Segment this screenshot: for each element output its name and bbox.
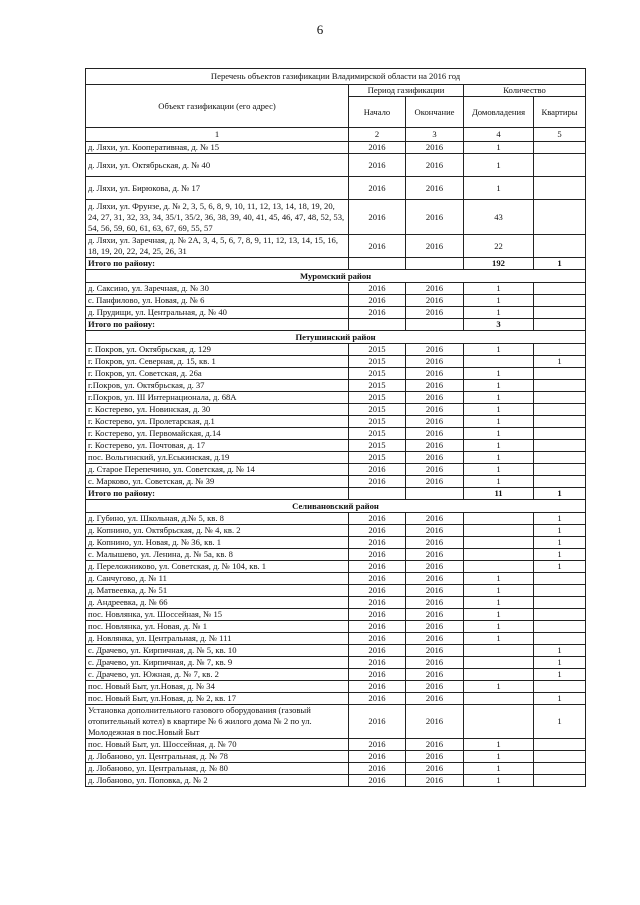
table-row	[86, 621, 586, 633]
end-year: 2016	[406, 751, 464, 763]
table-row	[86, 295, 586, 307]
start-year: 2016	[349, 142, 406, 154]
start-year: 2016	[349, 549, 406, 561]
apartments-count	[534, 585, 586, 597]
end-year: 2016	[406, 476, 464, 488]
start-year: 2016	[349, 693, 406, 705]
apartments-count	[534, 763, 586, 775]
total-label: Итого по району:	[86, 258, 349, 270]
households-count: 1	[464, 621, 534, 633]
object-address: д. Новлянка, ул. Центральная, д. № 111	[86, 633, 349, 645]
table-row	[86, 344, 586, 356]
table-row	[86, 763, 586, 775]
households-count	[464, 705, 534, 739]
end-year: 2016	[406, 392, 464, 404]
end-year: 2016	[406, 645, 464, 657]
index-cell: 1	[86, 128, 349, 142]
end-year: 2016	[406, 200, 464, 235]
start-year: 2015	[349, 404, 406, 416]
table-row	[86, 585, 586, 597]
households-count: 1	[464, 307, 534, 319]
table-row	[86, 380, 586, 392]
table-row	[86, 609, 586, 621]
start-year: 2016	[349, 633, 406, 645]
households-count: 1	[464, 585, 534, 597]
end-year: 2016	[406, 621, 464, 633]
start-year: 2015	[349, 344, 406, 356]
start-year: 2016	[349, 763, 406, 775]
table-row	[86, 525, 586, 537]
total-start	[349, 319, 406, 331]
apartments-count: 1	[534, 525, 586, 537]
table-row	[86, 645, 586, 657]
apartments-count: 1	[534, 356, 586, 368]
households-count	[464, 693, 534, 705]
object-address: д. Старое Перепечино, ул. Советская, д. № 14	[86, 464, 349, 476]
apartments-count	[534, 392, 586, 404]
start-year: 2016	[349, 645, 406, 657]
households-count: 1	[464, 775, 534, 787]
apartments-count	[534, 633, 586, 645]
start-year: 2016	[349, 295, 406, 307]
households-count	[464, 513, 534, 525]
table-row	[86, 154, 586, 177]
object-address: пос. Новлянка, ул. Шоссейная, № 15	[86, 609, 349, 621]
object-address: пос. Вольгинский, ул.Еськинская, д.19	[86, 452, 349, 464]
table-row	[86, 739, 586, 751]
start-year: 2016	[349, 573, 406, 585]
households-count: 1	[464, 404, 534, 416]
end-year: 2016	[406, 537, 464, 549]
object-address: г. Костерево, ул. Почтовая, д. 17	[86, 440, 349, 452]
households-count: 1	[464, 597, 534, 609]
end-year: 2016	[406, 177, 464, 200]
object-address: с. Малышево, ул. Ленина, д. № 5а, кв. 8	[86, 549, 349, 561]
apartments-count	[534, 476, 586, 488]
district-header-row	[86, 270, 586, 283]
object-address: г.Покров, ул. Октябрьская, д. 37	[86, 380, 349, 392]
total-end	[406, 488, 464, 500]
end-year: 2016	[406, 404, 464, 416]
end-year: 2016	[406, 464, 464, 476]
object-address: д. Ляхи, ул. Бирюкова, д. № 17	[86, 177, 349, 200]
gasification-table	[85, 68, 586, 787]
index-cell: 4	[464, 128, 534, 142]
table-row	[86, 452, 586, 464]
object-address: с. Панфилово, ул. Новая, д. № 6	[86, 295, 349, 307]
object-address: д. Прудищи, ул. Центральная, д. № 40	[86, 307, 349, 319]
start-year: 2016	[349, 775, 406, 787]
object-address: с. Драчево, ул. Южная, д. № 7, кв. 2	[86, 669, 349, 681]
object-address: пос. Новый Быт, ул. Шоссейная, д. № 70	[86, 739, 349, 751]
start-year: 2016	[349, 705, 406, 739]
households-count: 1	[464, 633, 534, 645]
total-apartments: 1	[534, 488, 586, 500]
apartments-count	[534, 739, 586, 751]
start-year: 2016	[349, 476, 406, 488]
object-address: с. Марково, ул. Советская, д. № 39	[86, 476, 349, 488]
start-year: 2015	[349, 440, 406, 452]
end-year: 2016	[406, 295, 464, 307]
end-year: 2016	[406, 597, 464, 609]
apartments-count: 1	[534, 657, 586, 669]
district-header-row	[86, 331, 586, 344]
apartments-count	[534, 368, 586, 380]
apartments-count	[534, 235, 586, 258]
page-number: 6	[316, 22, 324, 37]
table-row	[86, 561, 586, 573]
index-row	[86, 128, 586, 142]
total-end	[406, 258, 464, 270]
end-year: 2016	[406, 154, 464, 177]
apartments-count	[534, 295, 586, 307]
apartments-count: 1	[534, 693, 586, 705]
households-count	[464, 525, 534, 537]
header-period: Период газификации	[349, 85, 464, 97]
start-year: 2016	[349, 609, 406, 621]
end-year: 2016	[406, 693, 464, 705]
start-year: 2016	[349, 739, 406, 751]
end-year: 2016	[406, 440, 464, 452]
table-row	[86, 597, 586, 609]
households-count: 1	[464, 380, 534, 392]
end-year: 2016	[406, 380, 464, 392]
start-year: 2016	[349, 597, 406, 609]
table-row	[86, 537, 586, 549]
end-year: 2016	[406, 585, 464, 597]
table-row	[86, 476, 586, 488]
object-address: с. Драчево, ул. Кирпичная, д. № 7, кв. 9	[86, 657, 349, 669]
apartments-count: 1	[534, 705, 586, 739]
apartments-count	[534, 283, 586, 295]
total-households: 3	[464, 319, 534, 331]
table-row	[86, 573, 586, 585]
object-address: пос. Новлянка, ул. Новая, д. № 1	[86, 621, 349, 633]
households-count: 1	[464, 464, 534, 476]
households-count: 1	[464, 344, 534, 356]
object-address: г. Костерево, ул. Первомайская, д.14	[86, 428, 349, 440]
table-row	[86, 681, 586, 693]
table-title: Перечень объектов газификации Владимирской области на 2016 год	[86, 69, 586, 85]
table-row	[86, 440, 586, 452]
apartments-count: 1	[534, 561, 586, 573]
end-year: 2016	[406, 416, 464, 428]
households-count: 1	[464, 368, 534, 380]
object-address: д. Андреевка, д. № 66	[86, 597, 349, 609]
table-row	[86, 775, 586, 787]
households-count	[464, 549, 534, 561]
households-count	[464, 657, 534, 669]
apartments-count	[534, 681, 586, 693]
table-row	[86, 513, 586, 525]
header-apartments: Квартиры	[534, 97, 586, 128]
object-address: д. Ляхи, ул. Кооперативная, д. № 15	[86, 142, 349, 154]
table-row	[86, 464, 586, 476]
total-row	[86, 488, 586, 500]
total-start	[349, 488, 406, 500]
object-address: г. Покров, ул. Советская, д. 26а	[86, 368, 349, 380]
households-count: 1	[464, 416, 534, 428]
households-count: 1	[464, 295, 534, 307]
district-name: Петушинский район	[86, 331, 586, 344]
households-count	[464, 645, 534, 657]
object-address: д. Копнино, ул. Октябрьская, д. № 4, кв. 2	[86, 525, 349, 537]
object-address: д. Ляхи, ул. Заречная, д. № 2А, 3, 4, 5, 6, 7, 8, 9, 11, 12, 13, 14, 15, 16, 18, 19, 20, 22, 24, 25, 26, 31	[86, 235, 349, 258]
table-row	[86, 416, 586, 428]
households-count: 1	[464, 142, 534, 154]
apartments-count	[534, 154, 586, 177]
start-year: 2016	[349, 200, 406, 235]
households-count: 1	[464, 763, 534, 775]
object-address: г. Костерево, ул. Новинская, д. 30	[86, 404, 349, 416]
apartments-count	[534, 142, 586, 154]
start-year: 2016	[349, 177, 406, 200]
start-year: 2016	[349, 464, 406, 476]
start-year: 2015	[349, 368, 406, 380]
start-year: 2016	[349, 621, 406, 633]
end-year: 2016	[406, 307, 464, 319]
table-row	[86, 404, 586, 416]
households-count	[464, 669, 534, 681]
total-households: 11	[464, 488, 534, 500]
table-row	[86, 751, 586, 763]
index-cell: 5	[534, 128, 586, 142]
households-count: 1	[464, 739, 534, 751]
index-cell: 3	[406, 128, 464, 142]
apartments-count	[534, 428, 586, 440]
table-row	[86, 368, 586, 380]
end-year: 2016	[406, 142, 464, 154]
apartments-count	[534, 344, 586, 356]
end-year: 2016	[406, 657, 464, 669]
end-year: 2016	[406, 356, 464, 368]
table-title-row	[86, 69, 586, 85]
total-apartments: 1	[534, 258, 586, 270]
total-row	[86, 258, 586, 270]
table-row	[86, 142, 586, 154]
end-year: 2016	[406, 775, 464, 787]
object-address: д. Ляхи, ул. Фрунзе, д. № 2, 3, 5, 6, 8, 9, 10, 11, 12, 13, 14, 18, 19, 20, 24, 27, 31, 32, 33, 34, 35/1, 35/2, 36, 38, 39, 40, 41, 45, 46, 47, 48, 52, 53, 54, 56, 59, 60, 61, 63, 67, 69, 55, 57	[86, 200, 349, 235]
end-year: 2016	[406, 452, 464, 464]
table-row	[86, 392, 586, 404]
index-cell: 2	[349, 128, 406, 142]
object-address: Установка дополнительного газового оборудования (газовый отопительный котел) в квартире № 6 жилого дома № 2 по ул. Молодежная в пос.Новый Быт	[86, 705, 349, 739]
households-count	[464, 537, 534, 549]
district-header-row	[86, 500, 586, 513]
apartments-count	[534, 307, 586, 319]
apartments-count	[534, 380, 586, 392]
households-count: 1	[464, 428, 534, 440]
start-year: 2016	[349, 235, 406, 258]
object-address: г. Покров, ул. Северная, д. 15, кв. 1	[86, 356, 349, 368]
object-address: с. Драчево, ул. Кирпичная, д. № 5, кв. 10	[86, 645, 349, 657]
apartments-count	[534, 200, 586, 235]
start-year: 2016	[349, 154, 406, 177]
table-row	[86, 705, 586, 739]
apartments-count	[534, 609, 586, 621]
households-count: 1	[464, 609, 534, 621]
object-address: д. Санчугово, д. № 11	[86, 573, 349, 585]
apartments-count	[534, 775, 586, 787]
households-count: 1	[464, 476, 534, 488]
apartments-count	[534, 404, 586, 416]
object-address: пос. Новый Быт, ул.Новая, д. № 34	[86, 681, 349, 693]
start-year: 2016	[349, 681, 406, 693]
object-address: д. Переложниково, ул. Советская, д. № 104, кв. 1	[86, 561, 349, 573]
apartments-count: 1	[534, 549, 586, 561]
households-count: 43	[464, 200, 534, 235]
table-row	[86, 669, 586, 681]
end-year: 2016	[406, 283, 464, 295]
end-year: 2016	[406, 368, 464, 380]
start-year: 2016	[349, 657, 406, 669]
end-year: 2016	[406, 739, 464, 751]
end-year: 2016	[406, 549, 464, 561]
end-year: 2016	[406, 344, 464, 356]
header-end: Окончание	[406, 97, 464, 128]
total-households: 192	[464, 258, 534, 270]
table-row	[86, 657, 586, 669]
object-address: д. Лобаново, ул. Поповка, д. № 2	[86, 775, 349, 787]
households-count: 1	[464, 681, 534, 693]
total-end	[406, 319, 464, 331]
households-count: 1	[464, 452, 534, 464]
households-count: 1	[464, 154, 534, 177]
object-address: г.Покров, ул. III Интернационала, д. 68А	[86, 392, 349, 404]
header-object: Объект газификации (его адрес)	[86, 85, 349, 128]
households-count: 22	[464, 235, 534, 258]
total-label: Итого по району:	[86, 319, 349, 331]
table-row	[86, 283, 586, 295]
households-count: 1	[464, 573, 534, 585]
object-address: д. Ляхи, ул. Октябрьская, д. № 40	[86, 154, 349, 177]
households-count: 1	[464, 440, 534, 452]
table-row	[86, 200, 586, 235]
start-year: 2015	[349, 356, 406, 368]
total-apartments	[534, 319, 586, 331]
end-year: 2016	[406, 681, 464, 693]
households-count: 1	[464, 751, 534, 763]
object-address: пос. Новый Быт, ул.Новая, д. № 2, кв. 17	[86, 693, 349, 705]
object-address: г. Костерево, ул. Пролетарская, д.1	[86, 416, 349, 428]
total-label: Итого по району:	[86, 488, 349, 500]
end-year: 2016	[406, 561, 464, 573]
start-year: 2016	[349, 669, 406, 681]
table-row	[86, 307, 586, 319]
apartments-count	[534, 573, 586, 585]
object-address: г. Покров, ул. Октябрьская, д. 129	[86, 344, 349, 356]
start-year: 2016	[349, 561, 406, 573]
total-start	[349, 258, 406, 270]
table-row	[86, 177, 586, 200]
apartments-count	[534, 464, 586, 476]
end-year: 2016	[406, 513, 464, 525]
header-start: Начало	[349, 97, 406, 128]
object-address: д. Лобаново, ул. Центральная, д. № 80	[86, 763, 349, 775]
apartments-count	[534, 621, 586, 633]
start-year: 2015	[349, 380, 406, 392]
start-year: 2015	[349, 452, 406, 464]
table-row	[86, 428, 586, 440]
table-row	[86, 549, 586, 561]
households-count	[464, 561, 534, 573]
object-address: д. Копнино, ул. Новая, д. № 36, кв. 1	[86, 537, 349, 549]
start-year: 2016	[349, 307, 406, 319]
table-row	[86, 235, 586, 258]
apartments-count	[534, 177, 586, 200]
households-count: 1	[464, 392, 534, 404]
table-row	[86, 633, 586, 645]
apartments-count	[534, 440, 586, 452]
start-year: 2016	[349, 283, 406, 295]
end-year: 2016	[406, 573, 464, 585]
district-name: Селивановский район	[86, 500, 586, 513]
total-row	[86, 319, 586, 331]
object-address: д. Саксино, ул. Заречная, д. № 30	[86, 283, 349, 295]
start-year: 2016	[349, 525, 406, 537]
start-year: 2016	[349, 751, 406, 763]
header-quantity: Количество	[464, 85, 586, 97]
end-year: 2016	[406, 669, 464, 681]
apartments-count: 1	[534, 537, 586, 549]
header-row-1	[86, 85, 586, 97]
apartments-count	[534, 452, 586, 464]
object-address: д. Лобаново, ул. Центральная, д. № 78	[86, 751, 349, 763]
apartments-count: 1	[534, 645, 586, 657]
end-year: 2016	[406, 705, 464, 739]
end-year: 2016	[406, 633, 464, 645]
end-year: 2016	[406, 428, 464, 440]
object-address: д. Матвеевка, д. № 51	[86, 585, 349, 597]
table-row	[86, 693, 586, 705]
apartments-count	[534, 597, 586, 609]
district-name: Муромский район	[86, 270, 586, 283]
households-count: 1	[464, 177, 534, 200]
end-year: 2016	[406, 525, 464, 537]
start-year: 2016	[349, 513, 406, 525]
households-count: 1	[464, 283, 534, 295]
header-households: Домовладения	[464, 97, 534, 128]
start-year: 2016	[349, 585, 406, 597]
end-year: 2016	[406, 235, 464, 258]
apartments-count: 1	[534, 669, 586, 681]
end-year: 2016	[406, 609, 464, 621]
table-row	[86, 356, 586, 368]
start-year: 2015	[349, 392, 406, 404]
start-year: 2015	[349, 416, 406, 428]
object-address: д. Губино, ул. Школьная, д.№ 5, кв. 8	[86, 513, 349, 525]
start-year: 2015	[349, 428, 406, 440]
apartments-count: 1	[534, 513, 586, 525]
households-count	[464, 356, 534, 368]
end-year: 2016	[406, 763, 464, 775]
apartments-count	[534, 416, 586, 428]
start-year: 2016	[349, 537, 406, 549]
apartments-count	[534, 751, 586, 763]
